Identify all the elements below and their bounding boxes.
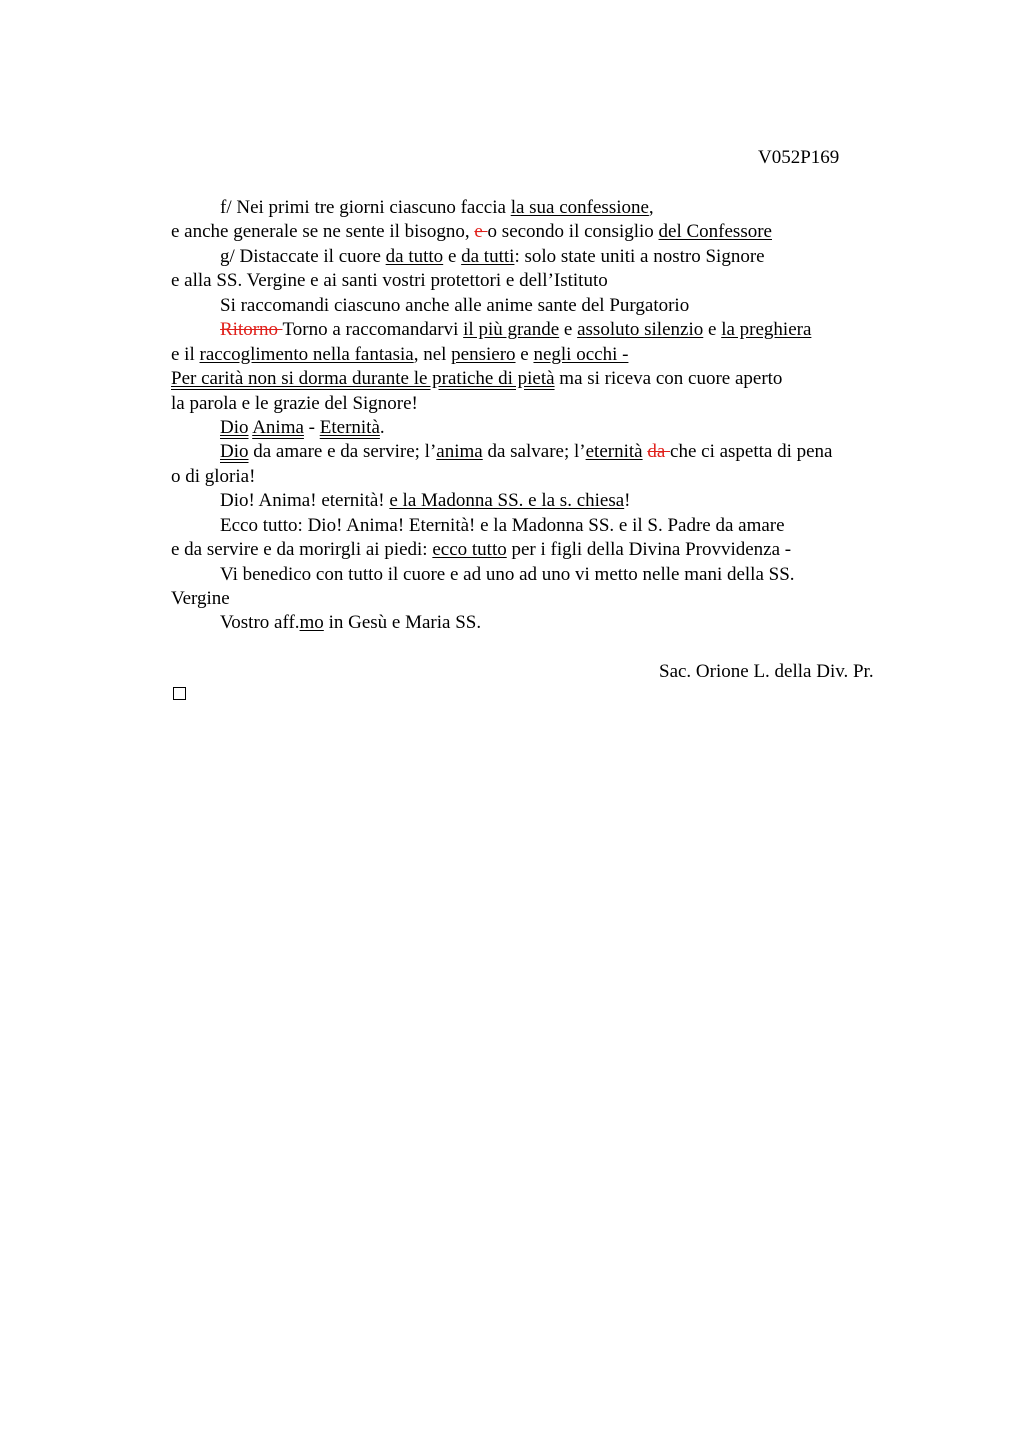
deleted-text: Ritorno: [220, 319, 283, 341]
text-line: e il raccoglimento nella fantasia, nel pensiero e negli occhi -: [171, 343, 629, 365]
text-line: e anche generale se ne sente il bisogno, e o secondo il consiglio del Confessore: [171, 221, 772, 243]
letter-body: [171, 196, 931, 636]
text-line: o di gloria!: [171, 465, 256, 487]
text-line: Ecco tutto: Dio! Anima! Eternità! e la Madonna SS. e il S. Padre da amare: [220, 514, 785, 536]
text-line: g/ Distaccate il cuore da tutto e da tutti: solo state uniti a nostro Signore: [220, 245, 765, 267]
deleted-text: e: [474, 221, 488, 243]
text-line: Dio! Anima! eternità! e la Madonna SS. e la s. chiesa!: [220, 490, 631, 512]
text-line: Ritorno Torno a raccomandarvi il più grande e assoluto silenzio e la preghiera: [220, 319, 812, 341]
text-line: Vergine: [171, 588, 230, 609]
text-line: la parola e le grazie del Signore!: [171, 392, 418, 414]
square-box-icon: [173, 687, 186, 700]
text-line: Per carità non si dorma durante le pratiche di pietà ma si riceva con cuore aperto: [171, 368, 783, 390]
text-line: Si raccomandi ciascuno anche alle anime sante del Purgatorio: [220, 294, 690, 316]
text-line: Vostro aff.mo in Gesù e Maria SS.: [220, 612, 482, 634]
text-line: Dio Anima - Eternità.: [220, 416, 385, 438]
text-line: e da servire e da morirgli ai piedi: ecco tutto per i figli della Divina Provvidenza -: [171, 539, 792, 561]
signature: Sac. Orione L. della Div. Pr.: [659, 661, 874, 682]
document-reference-code: V052P169: [758, 147, 840, 168]
text-line: Dio da amare e da servire; l’anima da salvare; l’eternità da che ci aspetta di pena: [220, 441, 833, 463]
text-line: e alla SS. Vergine e ai santi vostri protettori e dell’Istituto: [171, 270, 608, 292]
text-line: Vi benedico con tutto il cuore e ad uno ad uno vi metto nelle mani della SS.: [220, 563, 795, 585]
deleted-text: da: [647, 441, 671, 463]
text-line: f/ Nei primi tre giorni ciascuno faccia la sua confessione,: [220, 197, 654, 218]
